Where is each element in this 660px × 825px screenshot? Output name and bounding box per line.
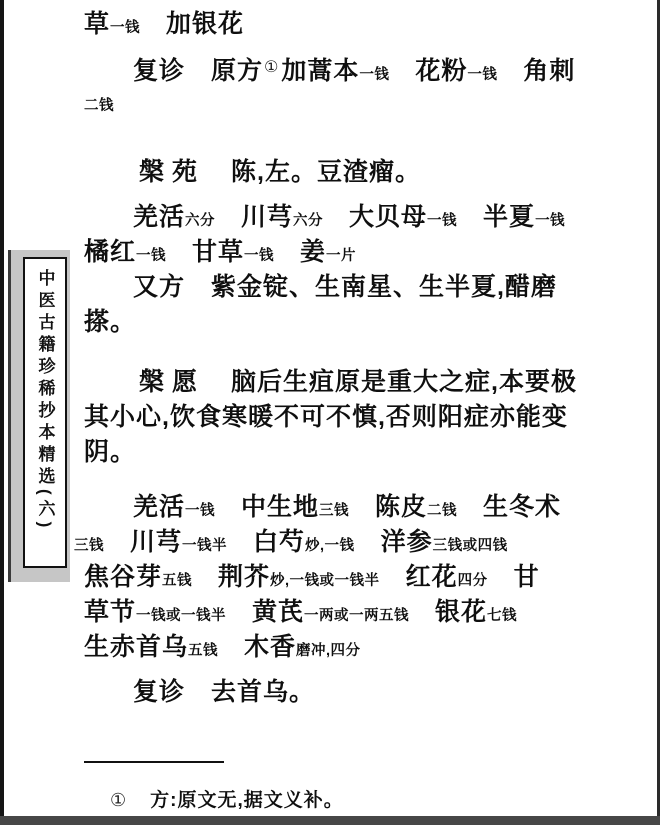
footnote-ref: ① [264, 59, 279, 76]
text-segment-main: 复诊 原方 [133, 57, 264, 85]
text-segment-main: 甘 [487, 563, 540, 591]
text-segment-main: 草 [84, 10, 111, 38]
text-line [133, 203, 565, 235]
text-segment-main: 生赤首乌 [84, 633, 189, 661]
text-segment-main: 半夏 [457, 203, 536, 231]
text-segment-main: 阴。 [84, 438, 137, 466]
text-line [133, 678, 315, 710]
dosage-annotation: 一钱 [185, 503, 216, 519]
text-line [84, 92, 114, 120]
dosage-annotation: 五钱 [162, 573, 193, 589]
text-segment-main: 其小心,饮食寒暖不可不慎,否则阳症亦能变 [84, 403, 568, 431]
text-segment-main: 姜 [274, 238, 327, 266]
dosage-annotation: 三钱 [319, 503, 350, 519]
dosage-annotation: 炒,一钱 [305, 538, 355, 554]
text-segment-main: 草节 [84, 598, 137, 626]
series-title-vertical: 中医古籍珍稀抄本精选(六) [35, 269, 55, 533]
text-segment-main: 荆芥 [192, 563, 271, 591]
text-segment-main: 羌活 [133, 203, 186, 231]
text-segment-main: 角刺 [497, 57, 576, 85]
text-line [84, 238, 356, 270]
footnote-text: 方:原文无,据文义补。 [150, 790, 344, 811]
text-segment-main: 焦谷芽 [84, 563, 163, 591]
text-segment-main: 花粉 [389, 57, 468, 85]
dosage-annotation: 三钱 [74, 538, 104, 554]
text-line [74, 528, 508, 560]
text-segment-main: 黄芪 [226, 598, 305, 626]
dosage-annotation: 一钱 [467, 67, 498, 83]
text-segment-main: 又方 紫金锭、生南星、生半夏,醋磨 [133, 273, 557, 301]
text-segment-main: 洋参 [354, 528, 433, 556]
text-segment-main: 羌活 [133, 493, 186, 521]
footnote-separator [84, 761, 224, 763]
dosage-annotation: 三钱或四钱 [432, 538, 508, 554]
dosage-annotation: 一钱 [427, 213, 458, 229]
dosage-annotation: 炒,一钱或一钱半 [270, 573, 380, 589]
text-segment-main: 橘红 [84, 238, 137, 266]
text-segment-main: 脑后生疽原是重大之症,本要极 [205, 368, 577, 396]
text-line [84, 403, 568, 435]
text-segment-main: 川芎 [104, 528, 183, 556]
dosage-annotation: 一钱半 [182, 538, 228, 554]
text-segment-main: 川芎 [215, 203, 294, 231]
text-line [84, 438, 136, 470]
text-line [84, 598, 517, 630]
text-segment-main: 白芍 [227, 528, 306, 556]
text-line [84, 563, 540, 595]
dosage-annotation: 一钱 [359, 67, 390, 83]
dosage-annotation: 六分 [293, 213, 324, 229]
dosage-annotation: 一钱 [535, 213, 566, 229]
case-header-name: 槃愿 [139, 368, 206, 396]
text-line [139, 158, 421, 190]
dosage-annotation: 六分 [185, 213, 216, 229]
text-segment-main: 复诊 去首乌。 [133, 678, 316, 706]
text-segment-main: 红花 [379, 563, 458, 591]
dosage-annotation: 一片 [326, 248, 357, 264]
text-segment-main: 陈,左。豆渣瘤。 [205, 158, 421, 186]
dosage-annotation: 一两或一两五钱 [304, 608, 410, 624]
text-segment-main: 生冬术 [457, 493, 562, 521]
footnote [110, 785, 344, 812]
dosage-annotation: 二钱 [427, 503, 458, 519]
dosage-annotation: 七钱 [487, 608, 518, 624]
text-segment-main: 陈皮 [349, 493, 428, 521]
text-line [84, 10, 244, 42]
dosage-annotation: 四分 [457, 573, 488, 589]
text-line [133, 493, 561, 525]
text-segment-main: 加银花 [140, 10, 245, 38]
dosage-annotation: 一钱 [136, 248, 167, 264]
dosage-annotation: 二钱 [84, 98, 114, 114]
dosage-annotation: 一钱或一钱半 [136, 608, 227, 624]
text-segment-main: 中生地 [215, 493, 320, 521]
case-header-name: 槃苑 [139, 158, 206, 186]
text-line [84, 308, 136, 340]
text-line [139, 368, 577, 400]
text-line [133, 273, 557, 305]
dosage-annotation: 一钱 [244, 248, 275, 264]
footnote-marker: ① [110, 790, 127, 810]
text-segment-main: 银花 [409, 598, 488, 626]
text-segment-main: 甘草 [166, 238, 245, 266]
text-segment-main: 大贝母 [323, 203, 428, 231]
dosage-annotation: 五钱 [188, 643, 219, 659]
dosage-annotation: 磨冲,四分 [296, 643, 361, 659]
text-line [84, 633, 361, 665]
text-line [133, 54, 575, 89]
text-segment-main: 木香 [218, 633, 297, 661]
dosage-annotation: 一钱 [110, 20, 141, 36]
text-segment-main: 搽。 [84, 308, 137, 336]
text-segment-main: 加蒿本 [281, 57, 360, 85]
